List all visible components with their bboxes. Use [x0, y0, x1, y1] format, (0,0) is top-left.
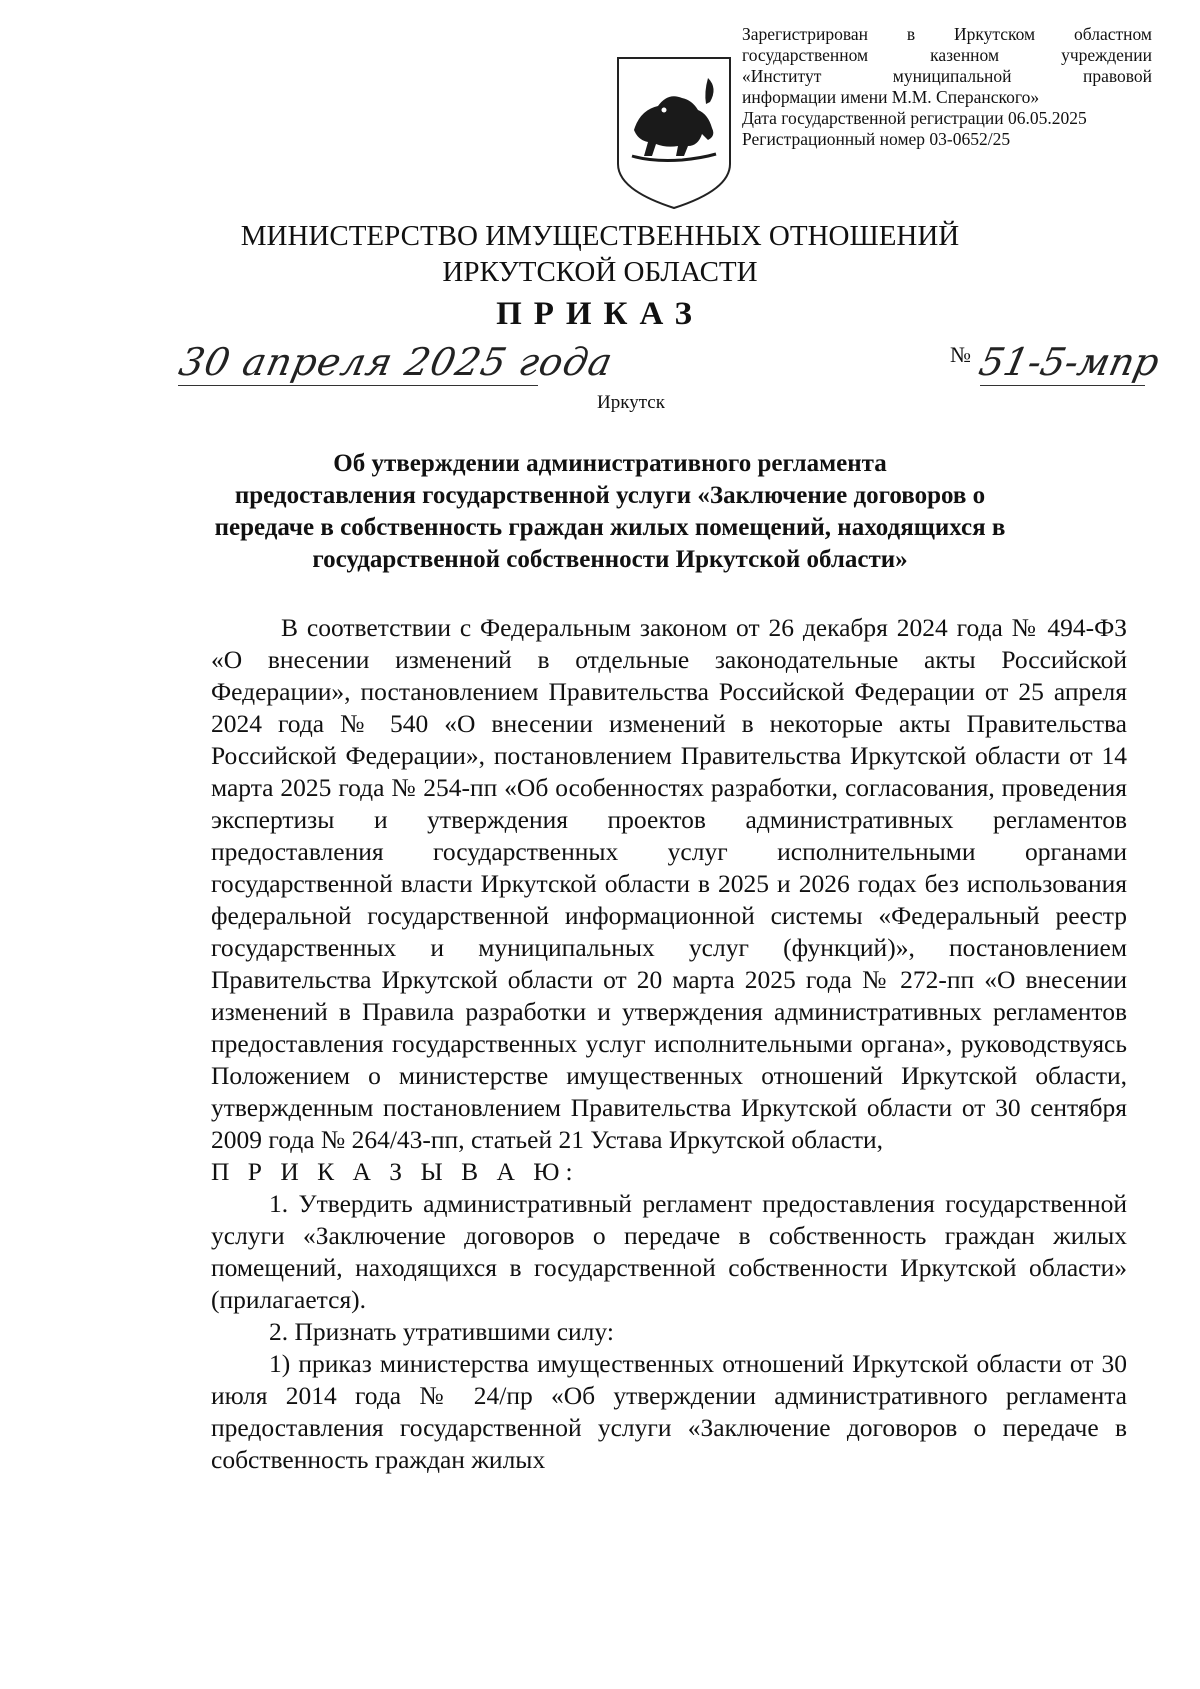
- order-word: П Р И К А З Ы В А Ю:: [211, 1157, 579, 1186]
- registration-stamp: [742, 24, 1152, 150]
- ministry-line: ИРКУТСКОЙ ОБЛАСТИ: [442, 256, 758, 288]
- document-type: ПРИКАЗ: [496, 296, 704, 332]
- item-2-1-paragraph: 1) приказ министерства имущественных отношений Иркутской области от 30 июля 2014 года № 24/пр «Об утверждении административного регламента предоставления государственной услуги «Заключение договоров о передаче в собственность граждан жилых: [211, 1349, 1127, 1474]
- city: Иркутск: [597, 392, 665, 413]
- handwritten-number: 51-5-мпр: [975, 340, 1164, 384]
- number-prefix: №: [950, 342, 971, 367]
- handwritten-date: 30 апреля 2025 года: [175, 340, 618, 384]
- irkutsk-coat-of-arms-icon: [612, 52, 736, 210]
- item-1-paragraph: 1. Утвердить административный регламент предоставления государственной услуги «Заключение договоров о передаче в собственность граждан жилых помещений, находящихся в государственной собственности Иркутской области» (прилагается).: [211, 1189, 1127, 1314]
- preamble-paragraph: В соответствии с Федеральным законом от 26 декабря 2024 года № 494-ФЗ «О внесении изменений в отдельные законодательные акты Российской Федерации», постановлением Правительства Российской Федерации от 25 апреля 2024 года № 540 «О внесении изменений в некоторые акты Правительства Российской Федерации», постановлением Правительства Иркутской области от 14 марта 2025 года № 254-пп «Об особенностях разработки, согласования, проведения экспертизы и утверждения проектов административных регламентов предоставления государственных услуг исполнительными органами государственной власти Иркутской области в 2025 и 2026 годах без использования федеральной государственной информационной системы «Федеральный реестр государственных и муниципальных услуг (функций)», постановлением Правительства Иркутской области от 20 марта 2025 года № 272-пп «О внесении изменений в Правила разработки и утверждения административных регламентов предоставления государственных услуг исполнительными органа», руководствуясь Положением о министерстве имущественных отношений Иркутской области, утвержденным постановлением Правительства Иркутской области от 30 сентября 2009 года № 264/43-пп, статьей 21 Устава Иркутской области,: [211, 613, 1127, 1154]
- ministry-line: МИНИСТЕРСТВО ИМУЩЕСТВЕННЫХ ОТНОШЕНИЙ: [240, 220, 960, 252]
- registration-line: информации имени М.М. Сперанского»: [742, 87, 1040, 107]
- item-2-paragraph: 2. Признать утратившими силу:: [269, 1317, 614, 1346]
- number-underline: [980, 385, 1145, 386]
- registration-date: Дата государственной регистрации 06.05.2025: [742, 108, 1087, 128]
- subject-line: предоставления государственной услуги «Заключение договоров о: [234, 482, 986, 509]
- subject-line: Об утверждении административного регламента: [333, 450, 887, 477]
- registration-line: Зарегистрирован в Иркутском областном: [742, 24, 1152, 44]
- document-body: [211, 612, 1127, 1476]
- subject-line: передаче в собственность граждан жилых помещений, находящихся в: [214, 514, 1006, 541]
- ministry-heading: [0, 218, 1200, 290]
- registration-line: государственном казенном учреждении: [742, 45, 1152, 65]
- subject-line: государственной собственности Иркутской области»: [312, 546, 908, 573]
- registration-number: Регистрационный номер 03-0652/25: [742, 129, 1011, 149]
- registration-line: «Институт муниципальной правовой: [742, 66, 1152, 86]
- date-underline: [178, 385, 538, 386]
- document-subject: [150, 448, 1070, 576]
